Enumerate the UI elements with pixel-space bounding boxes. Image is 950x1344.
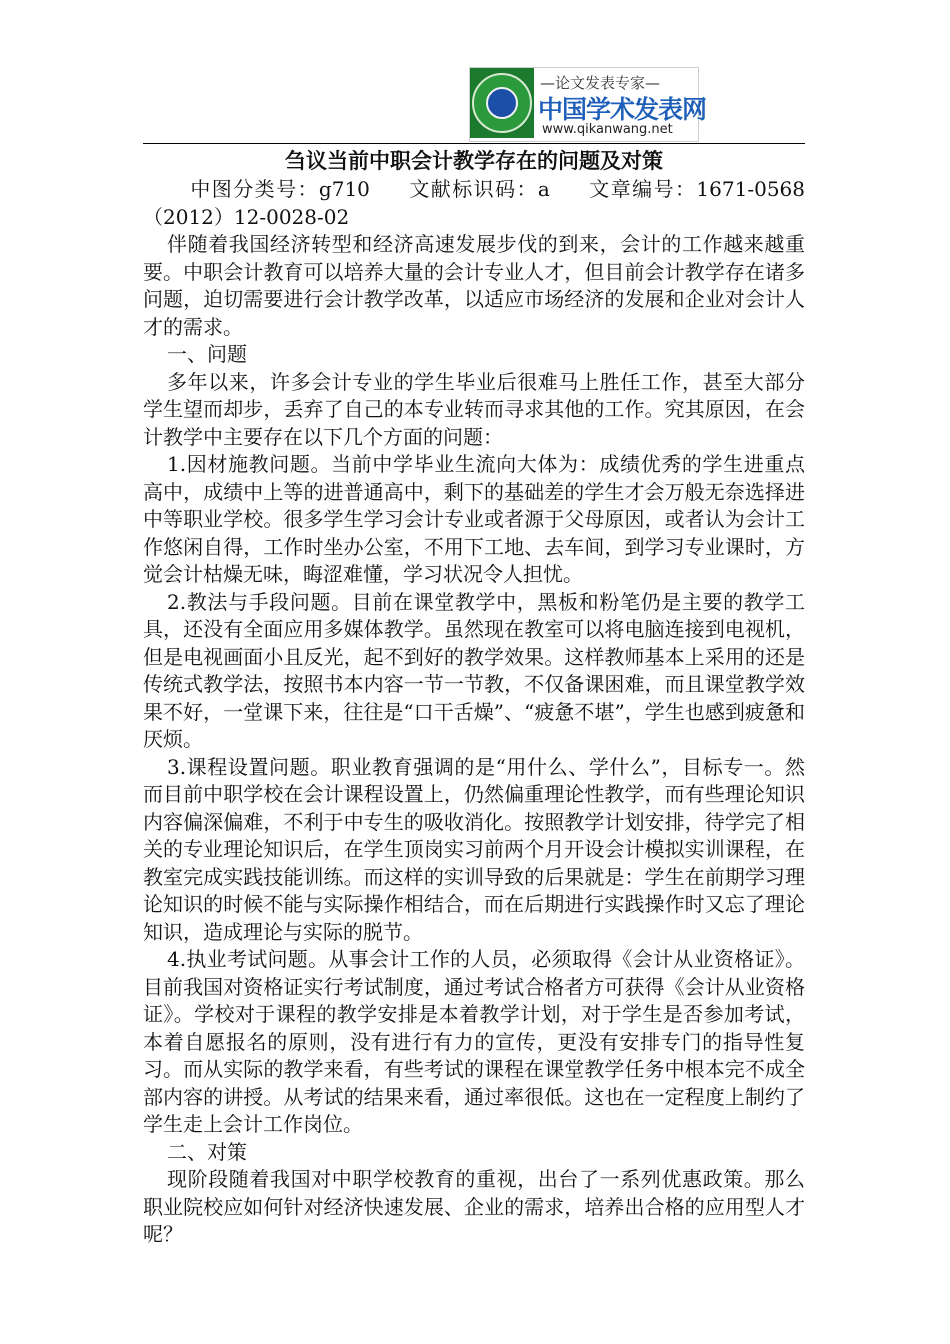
paragraph: 2.教法与手段问题。目前在课堂教学中，黑板和粉笔仍是主要的教学工具，还没有全面应用多媒体教学。虽然现在教室可以将电脑连接到电视机，但是电视画面小且反光，起不到好的教学效果。这样教师基本上采用的还是传统式教学法，按照书本内容一节一节教，不仅备课困难，而且课堂教学效果不好，一堂课下来，往往是“口干舌燥”、“疲惫不堪”，学生也感到疲惫和厌烦。 [143,589,805,751]
article-meta [143,176,805,231]
header-divider [143,143,805,144]
clc-number: 中图分类号：g710 [190,177,370,201]
document-code: 文献标识码：a [407,177,550,201]
paragraph: 1.因材施教问题。当前中学毕业生流向大体为：成绩优秀的学生进重点高中，成绩中上等的进普通高中，剩下的基础差的学生才会万般无奈选择进中等职业学校。很多学生学习会计专业或者源于父母原因，或者认为会计工作悠闲自得，工作时坐办公室，不用下工地、去车间，到学习专业课时，方觉会计枯燥无味，晦涩难懂，学习状况令人担忧。 [143,452,805,586]
logo-name: 中国学术发表网 [538,95,707,124]
section-heading: 一、问题 [167,342,247,366]
section-heading: 二、对策 [167,1139,247,1164]
paragraph: 多年以来，许多会计专业的学生毕业后很难马上胜任工作，甚至大部分学生望而却步，丢弃了自己的本专业转而寻求其他的工作。究其原因，在会计教学中主要存在以下几个方面的问题： [143,369,805,449]
article-title: 刍议当前中职会计教学存在的问题及对策 [285,148,663,173]
paragraph: 3.课程设置问题。职业教育强调的是“用什么、学什么”，目标专一。然而目前中职学校在会计课程设置上，仍然偏重理论性教学，而有些理论知识内容偏深偏难，不利于中专生的吸收消化。按照教学计划安排，待学完了相关的专业理论知识后，在学生顶岗实习前两个月开设会计模拟实训课程，在教室完成实践技能训练。而这样的实训导致的后果就是：学生在前期学习理论知识的时候不能与实际操作相结合，而在后期进行实践操作时又忘了理论知识，造成理论与实际的脱节。 [143,754,805,944]
paragraph: 现阶段随着我国对中职学校教育的重视，出台了一系列优惠政策。那么职业院校应如何针对经济快速发展、企业的需求，培养出合格的应用型人才呢？ [143,1167,805,1246]
site-logo [469,67,707,142]
logo-tagline: —论文发表专家— [540,74,661,92]
paragraph: 伴随着我国经济转型和经济高速发展步伐的到来，会计的工作越来越重要。中职会计教育可以培养大量的会计专业人才，但目前会计教学存在诸多问题，迫切需要进行会计教学改革，以适应市场经济的发展和企业对会计人才的需求。 [143,232,805,339]
paragraph: 4.执业考试问题。从事会计工作的人员，必须取得《会计从业资格证》。目前我国对资格证实行考试制度，通过考试合格者方可获得《会计从业资格证》。学校对于课程的教学安排是本着教学计划，对于学生是否参加考试，本着自愿报名的原则，没有进行有力的宣传，更没有安排专门的指导性复习。而从实际的教学来看，有些考试的课程在课堂教学任务中根本完不成全部内容的讲授。从考试的结果来看，通过率很低。这也在一定程度上制约了学生走上会计工作岗位。 [143,947,805,1136]
article-body [143,176,805,1249]
article-number: 文章编号：1671-0568（2012）12-0028-02 [143,177,805,229]
logo-url: www.qikanwang.net [542,122,673,137]
seal-emblem-icon [470,68,534,138]
